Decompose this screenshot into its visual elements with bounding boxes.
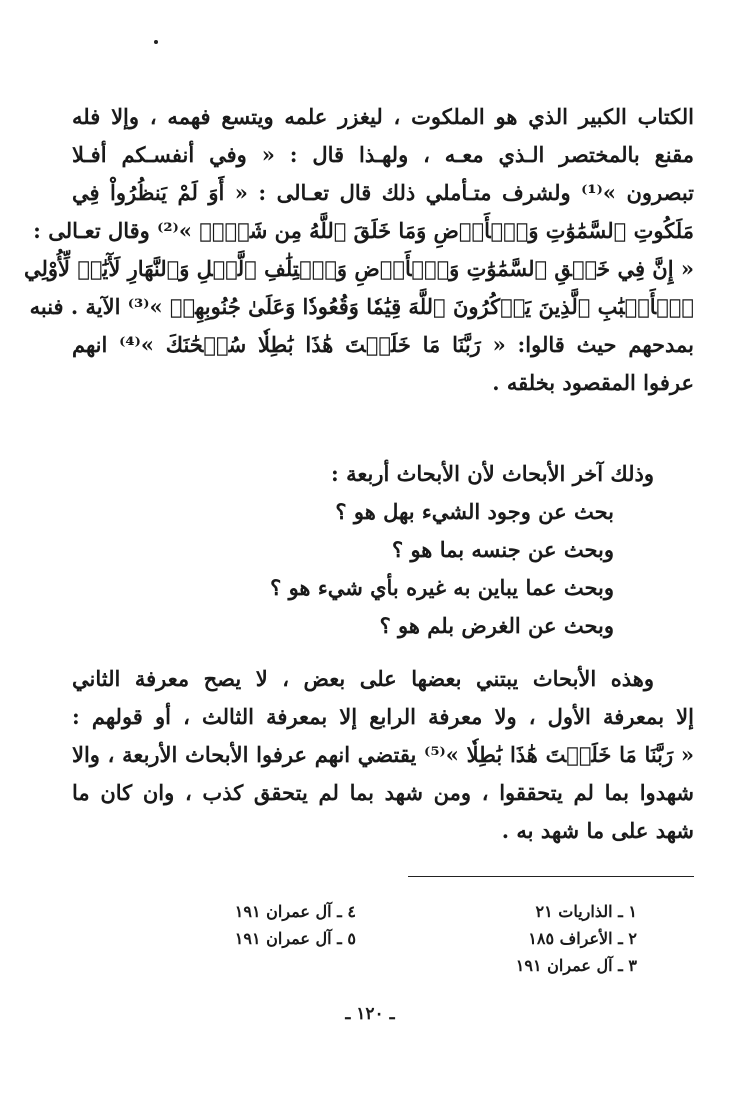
- ink-dot: [154, 40, 158, 44]
- text-line: مَلَكُوتِ ٱلسَّمَٰوَٰتِ وَٱلۡأَرۡضِ وَمَا خَلَقَ ٱللَّهُ مِن شَيۡءٖ »⁽²⁾ وقال تعـالى :: [33, 218, 694, 243]
- footnote: ٣ ـ آل عمران ١٩١: [515, 956, 637, 975]
- text-line: إلا بمعرفة الأول ، ولا معرفة الرابع إلا بمعرفة الثالث ، أو قولهم :: [72, 704, 694, 729]
- text-line: شهدوا بما لم يتحققوا ، ومن شهد بما لم يتحقق كذب ، وان كان ما: [72, 780, 694, 805]
- footnote: ١ ـ الذاريات ٢١: [535, 902, 637, 921]
- text-line: وهذه الأبحاث يبتني بعضها على بعض ، لا يصح معرفة الثاني: [72, 666, 654, 691]
- text-line: تبصرون »⁽¹⁾ ولشرف متـأملي ذلك قال تعـالى : « أَوَ لَمْ يَنظُرُواْ فِي: [72, 180, 695, 205]
- research-list: [72, 455, 654, 645]
- list-item: وبحث عن جنسه بما هو ؟: [392, 537, 614, 562]
- text-line: ٱلۡأَلۡبَٰبِ ٱلَّذِينَ يَذۡكُرُونَ ٱللَّهَ قِيَٰمٗا وَقُعُودٗا وَعَلَىٰ جُنُوبِهِمۡ »⁽³⁾ الآية . فنبه: [29, 294, 694, 319]
- footnote-divider: [408, 876, 694, 877]
- list-intro: وذلك آخر الأبحاث لأن الأبحاث أربعة :: [331, 461, 654, 486]
- text-line: بمدحهم حيث قالوا: « رَبَّنَا مَا خَلَقۡتَ هَٰذَا بَٰطِلٗا سُبۡحَٰنَكَ »⁽⁴⁾ انهم: [72, 332, 694, 357]
- footnote: ٤ ـ آل عمران ١٩١: [234, 902, 356, 921]
- list-item: وبحث عن الغرض بلم هو ؟: [379, 613, 614, 638]
- text-line: مقنع بالمختصر الـذي معـه ، ولهـذا قال : « وفي أنفسـكم أفـلا: [72, 142, 694, 167]
- paragraph-3: [72, 660, 694, 850]
- text-line: الكتاب الكبير الذي هو الملكوت ، ليغزر علمه ويتسع فهمه ، وإلا فله: [72, 104, 694, 129]
- footnotes-column-1: [516, 898, 637, 979]
- text-line: شهد على ما شهد به .: [501, 818, 694, 843]
- list-item: وبحث عما يباين به غيره بأي شيء هو ؟: [270, 575, 614, 600]
- footnotes-column-2: [235, 898, 356, 952]
- footnote: ٢ ـ الأعراف ١٨٥: [528, 929, 637, 948]
- text-line: « إِنَّ فِي خَلۡقِ ٱلسَّمَٰوَٰتِ وَٱلۡأَرۡضِ وَٱخۡتِلَٰفِ ٱلَّيۡلِ وَٱلنَّهَارِ لَأٓيَٰتٖ لِّأُوْلِي: [24, 256, 694, 281]
- text-line: « رَبَّنَا مَا خَلَقۡتَ هَٰذَا بَٰطِلٗا »⁽⁵⁾ يقتضي انهم عرفوا الأبحاث الأربعة ، والا: [72, 742, 695, 767]
- page-number: ـ ١٢٠ ـ: [345, 1004, 395, 1024]
- paragraph-1: [24, 98, 695, 402]
- text-line: عرفوا المقصود بخلقه .: [492, 370, 694, 395]
- list-item: بحث عن وجود الشيء بهل هو ؟: [335, 499, 614, 524]
- footnote: ٥ ـ آل عمران ١٩١: [234, 929, 356, 948]
